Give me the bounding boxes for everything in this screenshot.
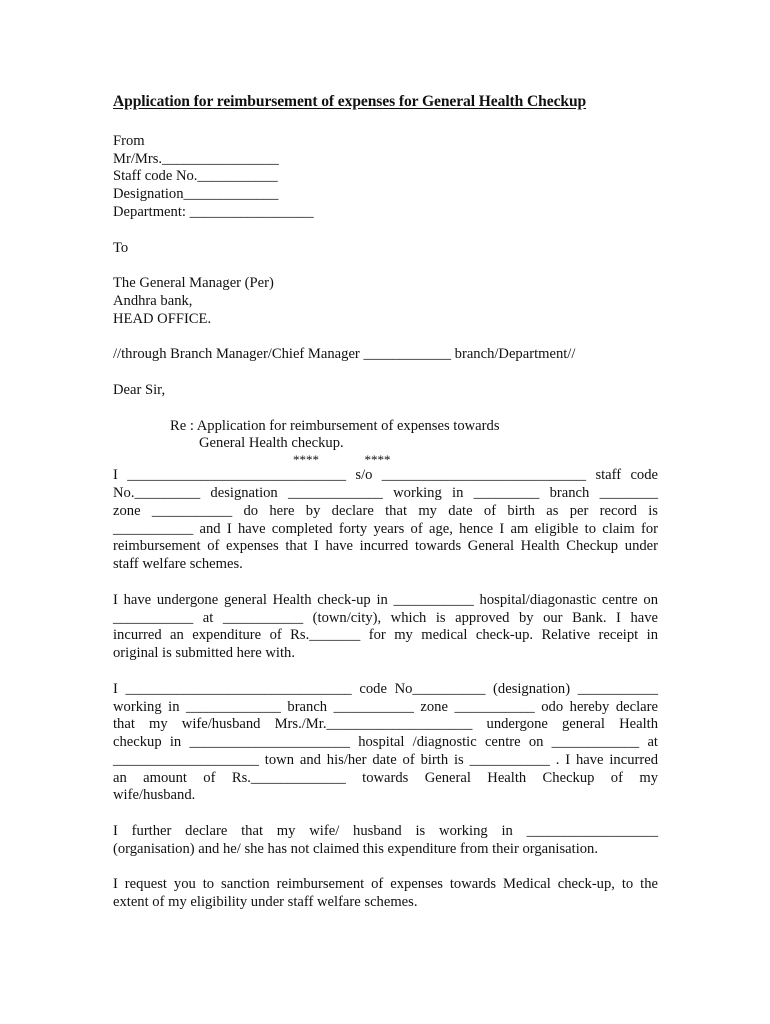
subject-stars: **** ****: [293, 452, 391, 468]
paragraph-declaration: [113, 467, 658, 574]
paragraph-line: staff welfare schemes.: [113, 556, 243, 573]
letter-body: [113, 93, 658, 912]
paragraph-request: [113, 876, 658, 912]
paragraph-line: extent of my eligibility under staff welfare schemes.: [113, 894, 418, 911]
paragraph-line: ____________________ town and his/her date of birth is ___________ . I have incurred: [113, 751, 658, 768]
paragraph-line: (organisation) and he/ she has not claimed this expenditure from their organisation.: [113, 840, 598, 857]
subject-line-2: General Health checkup.: [199, 435, 344, 452]
paragraph-spouse: [113, 681, 658, 806]
addressee-line-2: Andhra bank,: [113, 292, 193, 309]
paragraph-checkup: [113, 592, 658, 663]
document-title: Application for reimbursement of expenses for General Health Checkup: [113, 93, 587, 110]
name-field-line: Mr/Mrs.________________: [113, 150, 279, 167]
paragraph-line: ___________ at ___________ (town/city), which is approved by our Bank. I have: [113, 609, 658, 626]
designation-field-line: Designation_____________: [113, 186, 279, 203]
paragraph-line: I further declare that my wife/ husband is working in __________________: [113, 823, 658, 840]
staff-code-field-line: Staff code No.___________: [113, 168, 278, 185]
paragraph-line: original is submitted here with.: [113, 645, 295, 662]
paragraph-line: I ______________________________ s/o ____________________________ staff code: [113, 467, 658, 484]
salutation: Dear Sir,: [113, 381, 166, 398]
paragraph-line: zone ___________ do here by declare that my date of birth as per record is: [113, 502, 658, 519]
subject-line-1: Re : Application for reimbursement of expenses towards: [170, 417, 500, 434]
department-field-line: Department: _________________: [113, 203, 314, 220]
paragraph-line: I have undergone general Health check-up in ___________ hospital/diagonastic centre on: [113, 591, 658, 608]
paragraph-line: working in _____________ branch ___________ zone ___________ odo hereby declare: [113, 698, 658, 715]
subject-block: [113, 418, 658, 454]
paragraph-further-declare: [113, 823, 658, 859]
addressee-line-3: HEAD OFFICE.: [113, 310, 212, 327]
from-block: [113, 133, 658, 222]
addressee-line-1: The General Manager (Per): [113, 275, 274, 292]
addressee-block: [113, 275, 658, 328]
paragraph-line: ___________ and I have completed forty years of age, hence I am eligible to claim for: [113, 520, 658, 537]
to-label: To: [113, 239, 129, 256]
paragraph-line: an amount of Rs._____________ towards General Health Checkup of my: [113, 769, 658, 786]
paragraph-line: I _______________________________ code No__________ (designation) ___________: [113, 680, 658, 697]
paragraph-line: that my wife/husband Mrs./Mr.____________________ undergone general Health: [113, 716, 658, 733]
paragraph-line: I request you to sanction reimbursement of expenses towards Medical check-up, to the: [113, 876, 658, 893]
paragraph-line: reimbursement of expenses that I have incurred towards General Health Checkup under: [113, 538, 658, 555]
from-label: From: [113, 132, 145, 149]
paragraph-line: wife/husband.: [113, 787, 196, 804]
paragraph-line: checkup in ______________________ hospital /diagnostic centre on ____________ at: [113, 734, 658, 751]
paragraph-line: incurred an expenditure of Rs._______ for my medical check-up. Relative receipt in: [113, 627, 658, 644]
paragraph-line: No._________ designation _____________ working in _________ branch ________: [113, 484, 658, 501]
through-line: //through Branch Manager/Chief Manager ____________ branch/Department//: [113, 346, 576, 363]
